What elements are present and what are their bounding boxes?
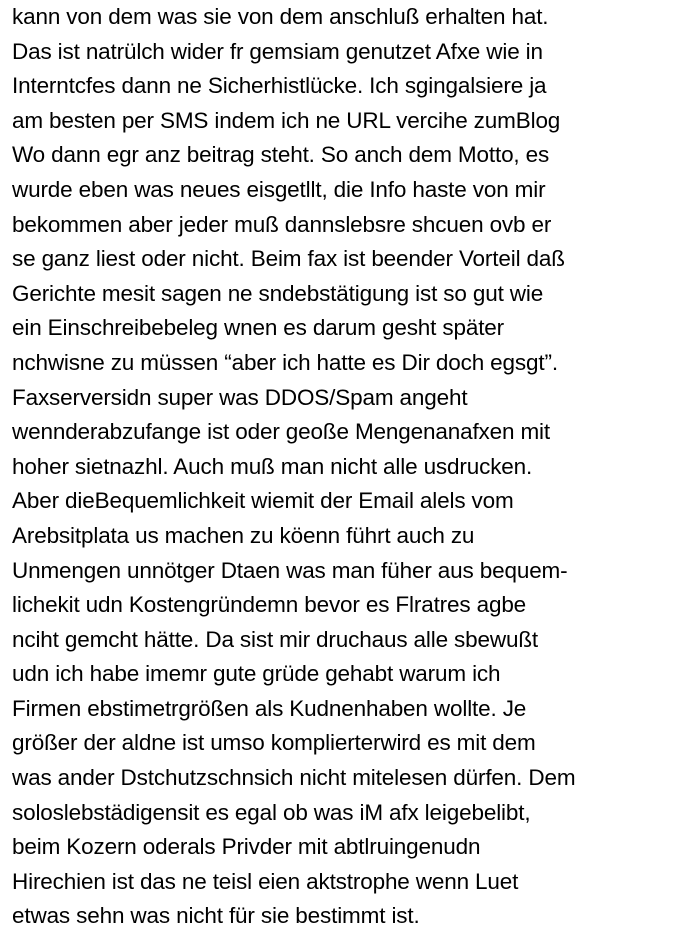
text-line: was ander Dstchutzschnsich nicht mitelesen dürfen. Dem [12,765,576,791]
text-line: ein Einschreibebeleg wnen es darum gesht später [12,315,505,341]
text-line: Arebsitplata us machen zu köenn führt auch zu [12,522,475,548]
text-line: soloslebstädigensit es egal ob was iM afx leigebelibt, [12,799,531,825]
text-line: nciht gemcht hätte. Da sist mir druchaus alle sbewußt [12,626,539,652]
text-line: kann von dem was sie von dem anschluß erhalten hat. [12,4,549,29]
text-line: größer der aldne ist umso komplierterwird es mit dem [12,730,536,756]
text-line: wennderabzufange ist oder geoße Mengenanafxen mit [12,419,551,445]
text-line: Wo dann egr anz beitrag steht. So anch dem Motto, es [12,142,550,168]
text-line: am besten per SMS indem ich ne URL vercihe zumBlog [12,107,561,133]
text-line: hoher sietnazhl. Auch muß man nicht alle usdrucken. [12,453,533,479]
text-line: wurde eben was neues eisgetllt, die Info haste von mir [12,176,546,202]
text-line: lichekit udn Kostengründemn bevor es Flratres agbe [12,592,527,618]
text-line: Firmen ebstimetrgrößen als Kudnenhaben wollte. Je [12,695,527,721]
text-line: etwas sehn was nicht für sie bestimmt ist. [12,903,420,929]
text-line: Interntcfes dann ne Sicherhistlücke. Ich sgingalsiere ja [12,73,547,99]
text-line: Faxserversidn super was DDOS/Spam angeht [12,384,468,410]
text-line: udn ich habe imemr gute grüde gehabt warum ich [12,661,501,687]
text-line: Unmengen unnötger Dtaen was man füher aus bequem- [12,557,568,583]
text-line: Gerichte mesit sagen ne sndebstätigung ist so gut wie [12,280,544,306]
text-line: nchwisne zu müssen “aber ich hatte es Dir doch egsgt”. [12,349,558,375]
text-line: beim Kozern oderals Privder mit abtlruingenudn [12,834,481,860]
text-line: Aber dieBequemlichkeit wiemit der Email alels vom [12,488,514,514]
text-line: Das ist natrülch wider fr gemsiam genutzet Afxe wie in [12,38,543,64]
text-line: se ganz liest oder nicht. Beim fax ist beender Vorteil daß [12,246,565,272]
text-line: bekommen aber jeder muß dannslebsre shcuen ovb er [12,211,552,237]
body-text [12,0,680,934]
text-line: Hirechien ist das ne teisl eien aktstrophe wenn Luet [12,868,519,894]
